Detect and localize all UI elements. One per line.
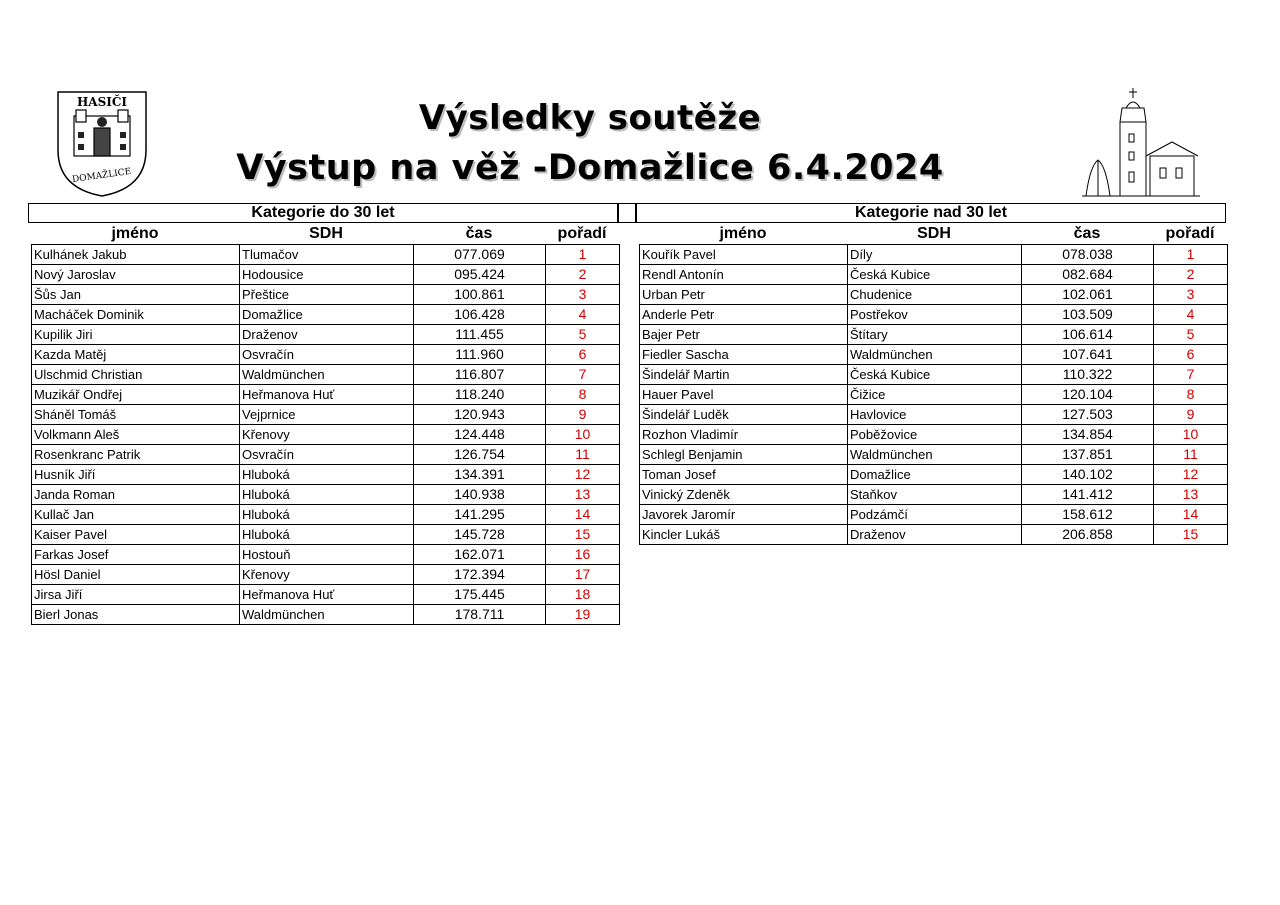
results-table-over-30 — [639, 244, 1228, 545]
table-row — [640, 405, 1228, 425]
cell-sdh: Postřekov — [848, 305, 1022, 325]
table-row — [640, 465, 1228, 485]
cell-sdh: Podzámčí — [848, 505, 1022, 525]
cell-sdh: Havlovice — [848, 405, 1022, 425]
cell-time: 118.240 — [414, 385, 546, 405]
table-row — [32, 525, 620, 545]
cell-time: 140.102 — [1022, 465, 1154, 485]
cell-time: 141.412 — [1022, 485, 1154, 505]
cell-sdh: Tlumačov — [240, 245, 414, 265]
cell-sdh: Hluboká — [240, 465, 414, 485]
cell-time: 141.295 — [414, 505, 546, 525]
cell-time: 111.455 — [414, 325, 546, 345]
cell-rank: 13 — [1154, 485, 1228, 505]
cell-name: Bierl Jonas — [32, 605, 240, 625]
cell-time: 172.394 — [414, 565, 546, 585]
cell-sdh: Díly — [848, 245, 1022, 265]
table-row — [32, 305, 620, 325]
cell-rank: 18 — [546, 585, 620, 605]
cell-name: Farkas Josef — [32, 545, 240, 565]
table-row — [640, 365, 1228, 385]
table-row — [640, 285, 1228, 305]
cell-name: Kulhánek Jakub — [32, 245, 240, 265]
cell-rank: 17 — [546, 565, 620, 585]
cell-time: 100.861 — [414, 285, 546, 305]
cell-rank: 15 — [1154, 525, 1228, 545]
cell-time: 106.614 — [1022, 325, 1154, 345]
cell-time: 107.641 — [1022, 345, 1154, 365]
cell-rank: 9 — [1154, 405, 1228, 425]
col-header-name: jméno — [719, 225, 767, 242]
col-header-sdh: SDH — [917, 225, 951, 242]
cell-name: Kupilik Jiri — [32, 325, 240, 345]
cell-time: 102.061 — [1022, 285, 1154, 305]
cell-time: 082.684 — [1022, 265, 1154, 285]
cell-sdh: Heřmanova Huť — [240, 585, 414, 605]
cell-name: Hauer Pavel — [640, 385, 848, 405]
cell-name: Muzikář Ondřej — [32, 385, 240, 405]
column-headers-right — [639, 225, 1227, 243]
cell-sdh: Waldmünchen — [848, 445, 1022, 465]
logo-top-text: HASIČI — [76, 95, 128, 109]
cell-rank: 4 — [546, 305, 620, 325]
col-header-name: jméno — [111, 225, 159, 242]
cell-name: Bajer Petr — [640, 325, 848, 345]
table-row — [640, 485, 1228, 505]
cell-time: 111.960 — [414, 345, 546, 365]
table-row — [32, 365, 620, 385]
cell-name: Rozhon Vladimír — [640, 425, 848, 445]
cell-time: 175.445 — [414, 585, 546, 605]
cell-name: Schlegl Benjamin — [640, 445, 848, 465]
cell-sdh: Osvračín — [240, 345, 414, 365]
table-row — [640, 245, 1228, 265]
cell-name: Vinický Zdeněk — [640, 485, 848, 505]
table-row — [32, 345, 620, 365]
cell-sdh: Přeštice — [240, 285, 414, 305]
cell-sdh: Chudenice — [848, 285, 1022, 305]
cell-sdh: Draženov — [240, 325, 414, 345]
category-header-spacer — [618, 203, 636, 223]
cell-rank: 9 — [546, 405, 620, 425]
cell-sdh: Waldmünchen — [240, 605, 414, 625]
table-row — [640, 425, 1228, 445]
cell-sdh: Hodousice — [240, 265, 414, 285]
cell-sdh: Hostouň — [240, 545, 414, 565]
title-line-2: Výstup na věž -Domažlice 6.4.2024 — [236, 148, 944, 188]
results-table-under-30 — [31, 244, 620, 625]
cell-rank: 14 — [1154, 505, 1228, 525]
cell-time: 106.428 — [414, 305, 546, 325]
cell-name: Husník Jiří — [32, 465, 240, 485]
table-row — [32, 465, 620, 485]
cell-time: 116.807 — [414, 365, 546, 385]
cell-sdh: Domažlice — [240, 305, 414, 325]
cell-time: 145.728 — [414, 525, 546, 545]
col-header-rank: pořadí — [557, 225, 607, 242]
cell-sdh: Hluboká — [240, 505, 414, 525]
cell-name: Nový Jaroslav — [32, 265, 240, 285]
cell-time: 124.448 — [414, 425, 546, 445]
cell-sdh: Osvračín — [240, 445, 414, 465]
category-header-under-30: Kategorie do 30 let — [28, 203, 618, 223]
cell-name: Fiedler Sascha — [640, 345, 848, 365]
cell-sdh: Křenovy — [240, 565, 414, 585]
table-row — [32, 265, 620, 285]
table-row — [32, 585, 620, 605]
cell-rank: 1 — [1154, 245, 1228, 265]
table-row — [32, 425, 620, 445]
col-header-time: čas — [1073, 225, 1101, 242]
cell-time: 206.858 — [1022, 525, 1154, 545]
cell-sdh: Vejprnice — [240, 405, 414, 425]
cell-time: 158.612 — [1022, 505, 1154, 525]
cell-time: 078.038 — [1022, 245, 1154, 265]
table-row — [32, 485, 620, 505]
table-row — [32, 245, 620, 265]
table-row — [640, 445, 1228, 465]
cell-rank: 16 — [546, 545, 620, 565]
cell-name: Kouřík Pavel — [640, 245, 848, 265]
cell-time: 077.069 — [414, 245, 546, 265]
table-row — [640, 525, 1228, 545]
cell-rank: 8 — [1154, 385, 1228, 405]
cell-sdh: Hluboká — [240, 485, 414, 505]
table-row — [32, 405, 620, 425]
cell-rank: 7 — [1154, 365, 1228, 385]
cell-sdh: Hluboká — [240, 525, 414, 545]
cell-name: Janda Roman — [32, 485, 240, 505]
cell-name: Kullač Jan — [32, 505, 240, 525]
table-row — [32, 605, 620, 625]
cell-rank: 12 — [546, 465, 620, 485]
table-row — [640, 325, 1228, 345]
cell-name: Urban Petr — [640, 285, 848, 305]
table-row — [640, 265, 1228, 285]
cell-name: Kazda Matěj — [32, 345, 240, 365]
cell-name: Kaiser Pavel — [32, 525, 240, 545]
table-row — [32, 285, 620, 305]
cell-time: 110.322 — [1022, 365, 1154, 385]
table-row — [32, 325, 620, 345]
cell-name: Jirsa Jiří — [32, 585, 240, 605]
cell-name: Anderle Petr — [640, 305, 848, 325]
cell-time: 178.711 — [414, 605, 546, 625]
cell-sdh: Staňkov — [848, 485, 1022, 505]
cell-rank: 3 — [546, 285, 620, 305]
cell-sdh: Waldmünchen — [848, 345, 1022, 365]
cell-rank: 10 — [1154, 425, 1228, 445]
table-row — [32, 545, 620, 565]
cell-sdh: Česká Kubice — [848, 265, 1022, 285]
cell-sdh: Křenovy — [240, 425, 414, 445]
cell-rank: 8 — [546, 385, 620, 405]
cell-name: Volkmann Aleš — [32, 425, 240, 445]
cell-sdh: Čižice — [848, 385, 1022, 405]
cell-time: 134.854 — [1022, 425, 1154, 445]
cell-name: Sháněl Tomáš — [32, 405, 240, 425]
cell-name: Šindelář Martin — [640, 365, 848, 385]
col-header-sdh: SDH — [309, 225, 343, 242]
cell-sdh: Česká Kubice — [848, 365, 1022, 385]
cell-sdh: Draženov — [848, 525, 1022, 545]
cell-sdh: Štítary — [848, 325, 1022, 345]
col-header-rank: pořadí — [1165, 225, 1215, 242]
cell-rank: 4 — [1154, 305, 1228, 325]
col-header-time: čas — [465, 225, 493, 242]
cell-time: 103.509 — [1022, 305, 1154, 325]
cell-name: Šindelář Luděk — [640, 405, 848, 425]
cell-name: Toman Josef — [640, 465, 848, 485]
cell-name: Ulschmid Christian — [32, 365, 240, 385]
cell-rank: 12 — [1154, 465, 1228, 485]
table-row — [32, 505, 620, 525]
cell-time: 095.424 — [414, 265, 546, 285]
cell-time: 120.104 — [1022, 385, 1154, 405]
cell-rank: 13 — [546, 485, 620, 505]
cell-time: 137.851 — [1022, 445, 1154, 465]
table-row — [32, 445, 620, 465]
cell-rank: 5 — [1154, 325, 1228, 345]
cell-name: Rosenkranc Patrik — [32, 445, 240, 465]
cell-rank: 3 — [1154, 285, 1228, 305]
cell-rank: 6 — [1154, 345, 1228, 365]
cell-rank: 14 — [546, 505, 620, 525]
cell-rank: 11 — [1154, 445, 1228, 465]
cell-rank: 5 — [546, 325, 620, 345]
cell-sdh: Waldmünchen — [240, 365, 414, 385]
cell-rank: 1 — [546, 245, 620, 265]
cell-name: Hösl Daniel — [32, 565, 240, 585]
cell-rank: 2 — [1154, 265, 1228, 285]
cell-sdh: Domažlice — [848, 465, 1022, 485]
table-row — [32, 565, 620, 585]
cell-time: 120.943 — [414, 405, 546, 425]
table-row — [640, 505, 1228, 525]
table-row — [640, 385, 1228, 405]
cell-sdh: Heřmanova Huť — [240, 385, 414, 405]
cell-rank: 6 — [546, 345, 620, 365]
cell-name: Kincler Lukáš — [640, 525, 848, 545]
cell-rank: 19 — [546, 605, 620, 625]
column-headers-left — [31, 225, 619, 243]
cell-rank: 2 — [546, 265, 620, 285]
title-line-1: Výsledky soutěže — [418, 98, 762, 138]
table-row — [640, 345, 1228, 365]
cell-rank: 15 — [546, 525, 620, 545]
category-header-over-30: Kategorie nad 30 let — [636, 203, 1226, 223]
cell-name: Javorek Jaromír — [640, 505, 848, 525]
table-row — [32, 385, 620, 405]
cell-rank: 7 — [546, 365, 620, 385]
cell-rank: 11 — [546, 445, 620, 465]
table-row — [640, 305, 1228, 325]
cell-name: Šůs Jan — [32, 285, 240, 305]
cell-rank: 10 — [546, 425, 620, 445]
cell-name: Macháček Dominik — [32, 305, 240, 325]
cell-name: Rendl Antonín — [640, 265, 848, 285]
cell-time: 126.754 — [414, 445, 546, 465]
cell-time: 134.391 — [414, 465, 546, 485]
cell-sdh: Poběžovice — [848, 425, 1022, 445]
logo-bottom-text: DOMAŽLICE — [71, 166, 132, 186]
cell-time: 162.071 — [414, 545, 546, 565]
cell-time: 140.938 — [414, 485, 546, 505]
cell-time: 127.503 — [1022, 405, 1154, 425]
